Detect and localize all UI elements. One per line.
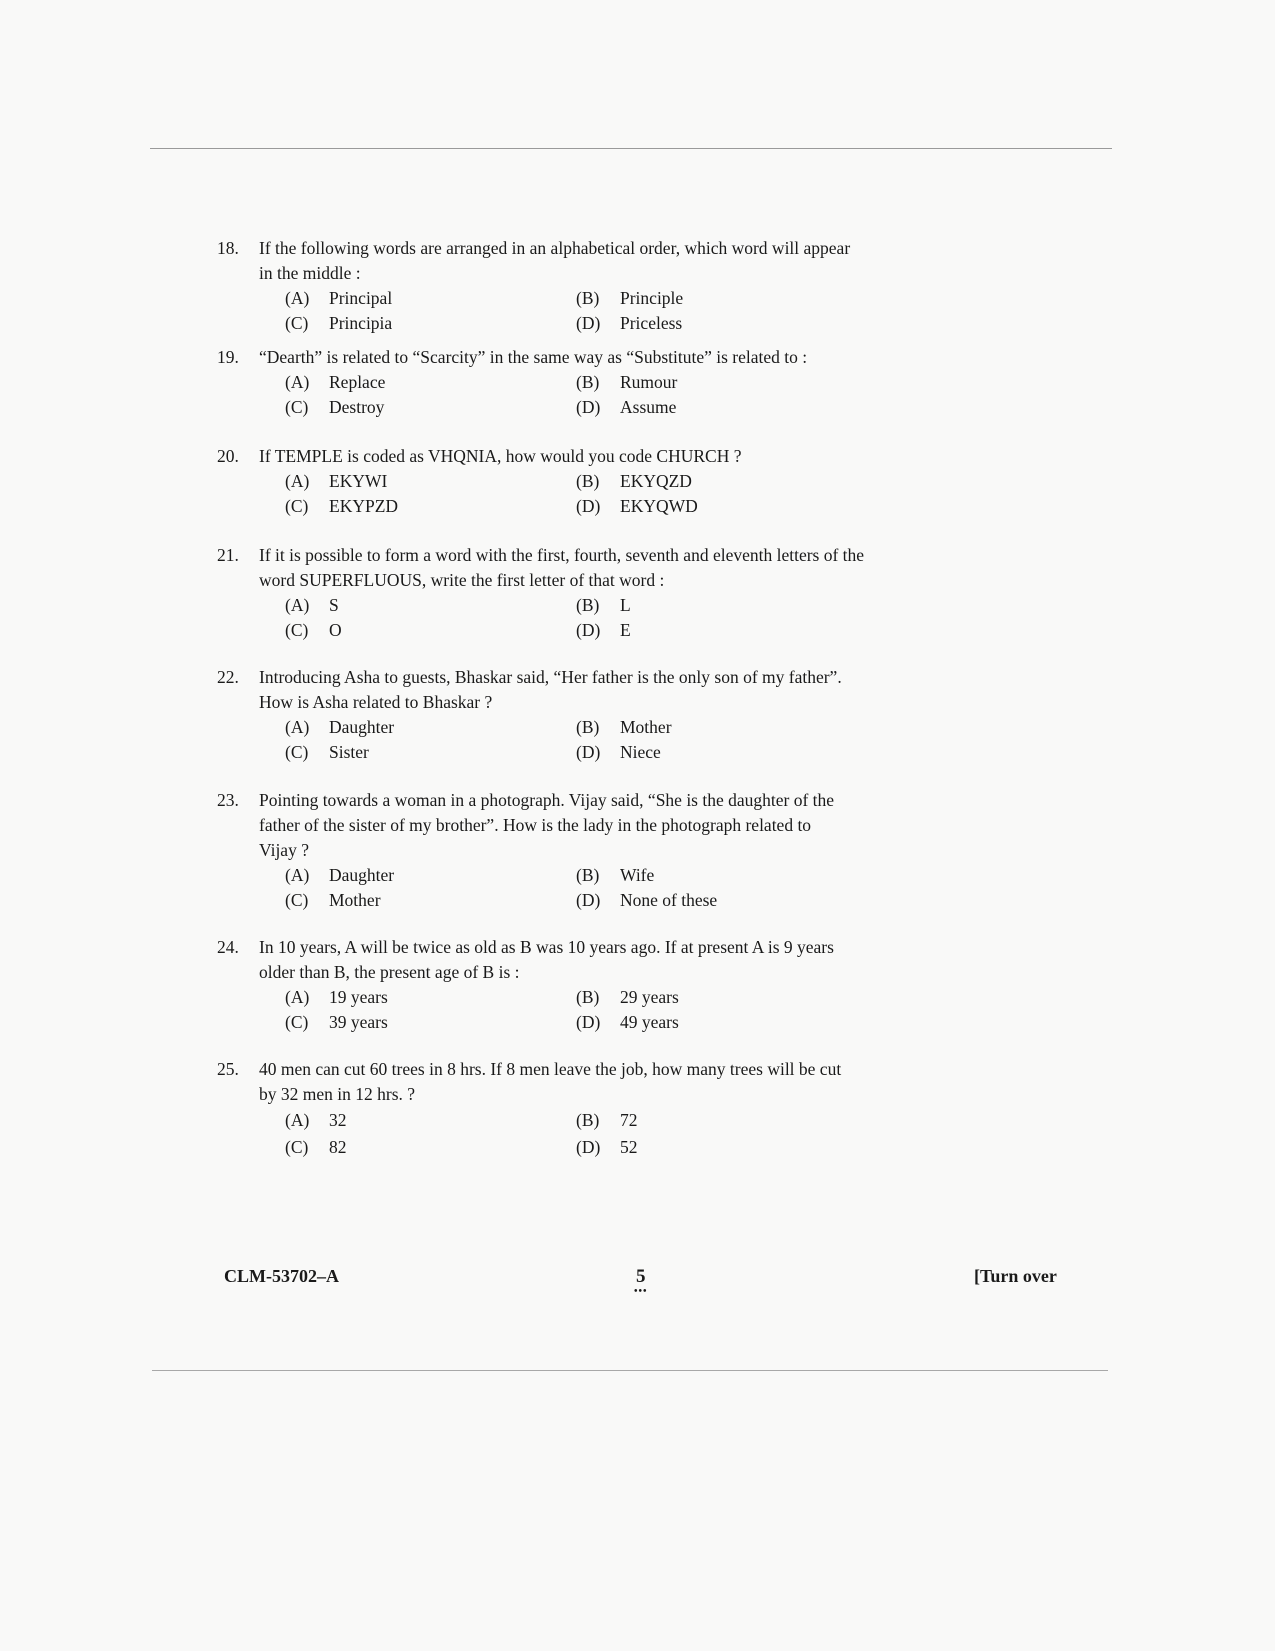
question-18 <box>217 236 867 336</box>
option-label: (D) <box>576 397 601 417</box>
option-text: Principia <box>329 313 393 333</box>
top-rule <box>150 148 1112 149</box>
option-b <box>576 370 867 395</box>
option-d <box>576 888 867 913</box>
question-text: older than B, the present age of B is : <box>259 962 520 982</box>
page-number <box>634 1266 648 1296</box>
question-text: in the middle : <box>259 263 361 283</box>
question-number: 22. <box>217 667 239 687</box>
option-label: (C) <box>285 890 309 910</box>
option-text: Replace <box>329 372 386 392</box>
option-label: (C) <box>285 496 309 516</box>
option-label: (A) <box>285 1110 310 1130</box>
question-23 <box>217 788 867 913</box>
options-row <box>285 593 867 618</box>
option-label: (A) <box>285 865 310 885</box>
option-label: (A) <box>285 471 310 491</box>
question-25 <box>217 1057 867 1161</box>
option-text: Priceless <box>620 313 683 333</box>
option-c <box>285 494 576 519</box>
page-marks: ••• <box>634 1286 648 1297</box>
option-text: EKYQZD <box>620 471 692 491</box>
option-c <box>285 1134 576 1161</box>
option-c <box>285 618 576 643</box>
option-label: (A) <box>285 717 310 737</box>
option-text: L <box>620 595 631 615</box>
option-text: 52 <box>620 1137 638 1157</box>
option-label: (A) <box>285 288 310 308</box>
option-text: Rumour <box>620 372 678 392</box>
question-24 <box>217 935 867 1035</box>
option-b <box>576 593 867 618</box>
option-label: (B) <box>576 865 600 885</box>
bottom-rule <box>152 1370 1108 1371</box>
option-b <box>576 1107 867 1134</box>
option-text: EKYQWD <box>620 496 698 516</box>
option-b <box>576 286 867 311</box>
option-text: Assume <box>620 397 677 417</box>
options-row <box>285 1107 867 1134</box>
option-text: Sister <box>329 742 369 762</box>
option-a <box>285 863 576 888</box>
option-label: (D) <box>576 1012 601 1032</box>
question-20 <box>217 444 867 519</box>
option-d <box>576 618 867 643</box>
option-d <box>576 740 867 765</box>
question-text: Vijay ? <box>259 840 309 860</box>
question-text: In 10 years, A will be twice as old as B was 10 years ago. If at present A is 9 years <box>259 937 834 957</box>
options-row <box>285 740 867 765</box>
option-label: (C) <box>285 397 309 417</box>
question-21 <box>217 543 867 643</box>
option-label: (B) <box>576 717 600 737</box>
question-text: If TEMPLE is coded as VHQNIA, how would you code CHURCH ? <box>259 446 742 466</box>
option-label: (D) <box>576 742 601 762</box>
option-text: 72 <box>620 1110 638 1130</box>
option-label: (D) <box>576 620 601 640</box>
option-label: (C) <box>285 742 309 762</box>
question-text: word SUPERFLUOUS, write the first letter of that word : <box>259 570 665 590</box>
turn-over-label: [Turn over <box>974 1266 1057 1286</box>
options-row <box>285 888 867 913</box>
options-row <box>285 395 867 420</box>
option-text: 29 years <box>620 987 679 1007</box>
option-text: 39 years <box>329 1012 388 1032</box>
option-text: Daughter <box>329 717 395 737</box>
question-text: Pointing towards a woman in a photograph. Vijay said, “She is the daughter of the <box>259 790 835 810</box>
question-text: Introducing Asha to guests, Bhaskar said, “Her father is the only son of my father”. <box>259 667 842 687</box>
option-label: (B) <box>576 1110 600 1130</box>
paper-code: CLM-53702–A <box>224 1266 339 1286</box>
question-number: 19. <box>217 347 239 367</box>
question-text: If the following words are arranged in an alphabetical order, which word will appear <box>259 238 851 258</box>
option-b <box>576 985 867 1010</box>
question-22 <box>217 665 867 765</box>
question-text: How is Asha related to Bhaskar ? <box>259 692 493 712</box>
option-text: E <box>620 620 631 640</box>
options-row <box>285 494 867 519</box>
option-d <box>576 1010 867 1035</box>
option-text: Daughter <box>329 865 395 885</box>
option-d <box>576 1134 867 1161</box>
option-text: S <box>329 595 339 615</box>
option-c <box>285 888 576 913</box>
options-row <box>285 1010 867 1035</box>
question-number: 20. <box>217 446 239 466</box>
option-label: (C) <box>285 620 309 640</box>
option-a <box>285 286 576 311</box>
option-label: (C) <box>285 1012 309 1032</box>
option-text: EKYPZD <box>329 496 399 516</box>
option-label: (B) <box>576 987 600 1007</box>
option-label: (A) <box>285 987 310 1007</box>
option-text: Wife <box>620 865 655 885</box>
option-label: (C) <box>285 313 309 333</box>
option-b <box>576 715 867 740</box>
options-row <box>285 370 867 395</box>
option-c <box>285 740 576 765</box>
option-a <box>285 370 576 395</box>
question-number: 25. <box>217 1059 239 1079</box>
option-d <box>576 395 867 420</box>
option-label: (A) <box>285 595 310 615</box>
options-row <box>285 863 867 888</box>
question-number: 21. <box>217 545 239 565</box>
question-text: by 32 men in 12 hrs. ? <box>259 1084 416 1104</box>
options-row <box>285 618 867 643</box>
page-number-text: 5 <box>636 1266 646 1287</box>
option-a <box>285 1107 576 1134</box>
option-text: O <box>329 620 342 640</box>
option-label: (B) <box>576 471 600 491</box>
option-text: 49 years <box>620 1012 679 1032</box>
option-label: (A) <box>285 372 310 392</box>
option-a <box>285 469 576 494</box>
option-c <box>285 311 576 336</box>
option-text: EKYWI <box>329 471 388 491</box>
option-text: 32 <box>329 1110 347 1130</box>
option-b <box>576 469 867 494</box>
option-a <box>285 715 576 740</box>
option-text: 19 years <box>329 987 388 1007</box>
question-number: 23. <box>217 790 239 810</box>
option-text: 82 <box>329 1137 347 1157</box>
question-text: father of the sister of my brother”. How is the lady in the photograph related to <box>259 815 812 835</box>
option-b <box>576 863 867 888</box>
option-a <box>285 593 576 618</box>
option-label: (D) <box>576 313 601 333</box>
option-text: Principal <box>329 288 393 308</box>
option-label: (C) <box>285 1137 309 1157</box>
option-d <box>576 311 867 336</box>
options-row <box>285 286 867 311</box>
option-label: (B) <box>576 288 600 308</box>
question-text: If it is possible to form a word with the first, fourth, seventh and eleventh letters of the <box>259 545 865 565</box>
question-19 <box>217 345 867 420</box>
question-text: “Dearth” is related to “Scarcity” in the same way as “Substitute” is related to : <box>259 347 808 367</box>
options-row <box>285 311 867 336</box>
question-number: 24. <box>217 937 239 957</box>
option-text: Mother <box>620 717 672 737</box>
question-text: 40 men can cut 60 trees in 8 hrs. If 8 men leave the job, how many trees will be cut <box>259 1059 842 1079</box>
option-label: (D) <box>576 1137 601 1157</box>
options-row <box>285 469 867 494</box>
option-c <box>285 395 576 420</box>
options-row <box>285 1134 867 1161</box>
option-c <box>285 1010 576 1035</box>
option-text: None of these <box>620 890 718 910</box>
option-d <box>576 494 867 519</box>
option-label: (B) <box>576 595 600 615</box>
option-text: Principle <box>620 288 684 308</box>
option-label: (B) <box>576 372 600 392</box>
option-label: (D) <box>576 496 601 516</box>
option-label: (D) <box>576 890 601 910</box>
option-a <box>285 985 576 1010</box>
options-row <box>285 715 867 740</box>
option-text: Mother <box>329 890 381 910</box>
option-text: Destroy <box>329 397 385 417</box>
option-text: Niece <box>620 742 661 762</box>
question-number: 18. <box>217 238 239 258</box>
options-row <box>285 985 867 1010</box>
